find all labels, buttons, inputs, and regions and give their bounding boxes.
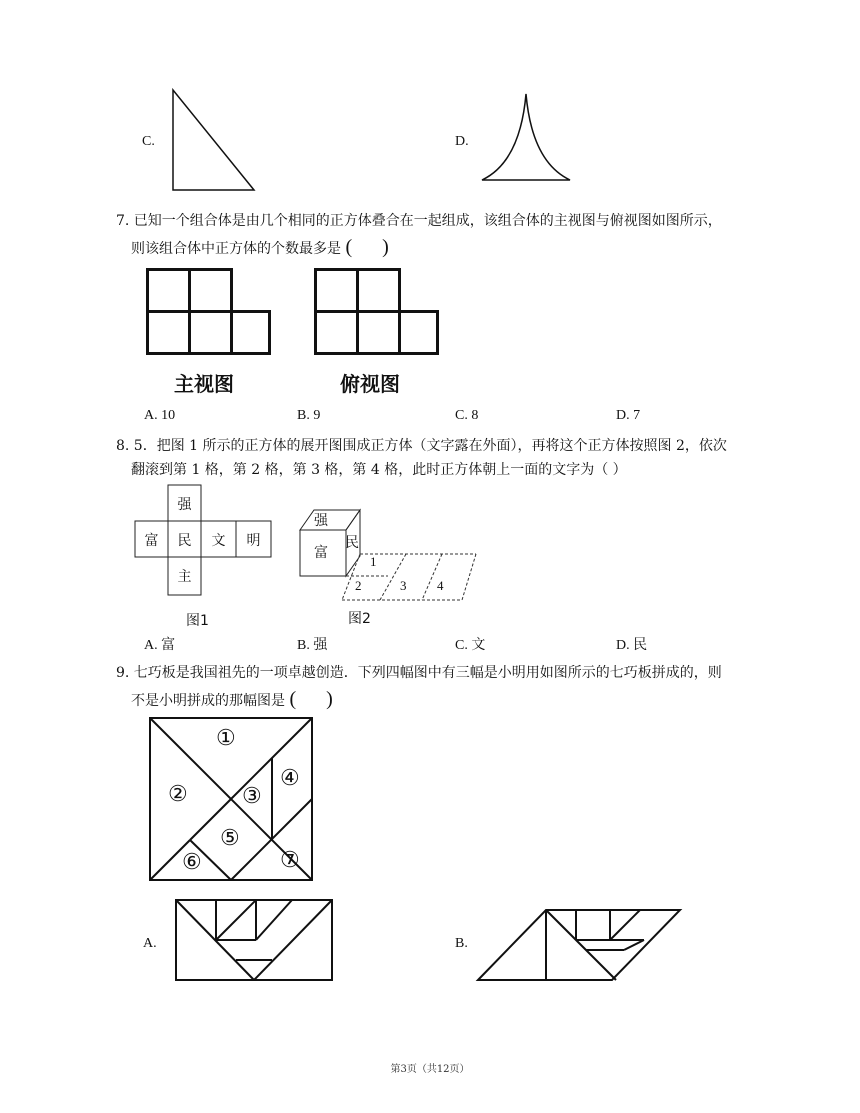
q9-answer-paren-close: ) bbox=[326, 688, 333, 710]
q8-stem-line2: 翻滚到第 1 格，第 2 格，第 3 格，第 4 格，此时正方体朝上一面的文字为（ ） bbox=[131, 462, 627, 478]
track-cell-4: 4 bbox=[437, 578, 444, 593]
curved-triangle-figure bbox=[480, 92, 572, 184]
option-a-tangram-figure[interactable] bbox=[174, 898, 334, 982]
tangram-piece-7: ⑦ bbox=[280, 848, 300, 873]
figure2-caption: 图2 bbox=[348, 611, 371, 627]
figure1-caption: 图1 bbox=[186, 613, 209, 629]
net-face-right2: 明 bbox=[246, 533, 261, 549]
page-footer: 第3页（共12页） bbox=[390, 1064, 470, 1075]
q8-option-a[interactable]: A. 富 bbox=[144, 638, 176, 653]
q9-option-b[interactable]: B. bbox=[455, 936, 468, 951]
q7-option-d[interactable]: D. 7 bbox=[616, 408, 641, 423]
q9-answer-paren-open: ( bbox=[289, 688, 297, 710]
q9-stem-line1: 9. 七巧板是我国祖先的一项卓越创造．下列四幅图中有三幅是小明用如图所示的七巧板拼成的，则 bbox=[116, 665, 722, 681]
track-cell-2: 2 bbox=[355, 578, 362, 593]
tangram-piece-5: ⑤ bbox=[220, 826, 240, 851]
option-c-label: C. bbox=[142, 134, 155, 149]
top-view-caption: 俯视图 bbox=[340, 372, 400, 396]
q7-answer-paren-open: ( bbox=[345, 236, 353, 258]
q7-option-c[interactable]: C. 8 bbox=[455, 408, 479, 423]
top-view-figure bbox=[314, 268, 440, 356]
tangram-piece-1: ① bbox=[216, 726, 236, 751]
q9-option-a[interactable]: A. bbox=[143, 936, 157, 951]
right-triangle-figure bbox=[170, 88, 260, 192]
q8-stem-line1: 8. 5．把图 1 所示的正方体的展开图围成正方体（文字露在外面），再将这个正方体按照图 2，依次 bbox=[116, 438, 727, 454]
q9-stem-line2: 不是小明拼成的那幅图是 bbox=[131, 693, 285, 709]
net-face-top: 强 bbox=[177, 497, 192, 513]
q7-answer-paren-close: ) bbox=[382, 236, 389, 258]
tangram-piece-6: ⑥ bbox=[182, 850, 202, 875]
cube-face-front: 富 bbox=[314, 545, 328, 561]
net-face-center: 民 bbox=[177, 533, 192, 549]
option-d-label: D. bbox=[455, 134, 469, 149]
net-face-right1: 文 bbox=[211, 533, 226, 549]
tangram-piece-2: ② bbox=[168, 782, 188, 807]
cube-face-side: 民 bbox=[345, 535, 359, 551]
q7-stem-line2: 则该组合体中正方体的个数最多是 bbox=[131, 241, 341, 257]
track-cell-3: 3 bbox=[400, 578, 407, 593]
q8-option-b[interactable]: B. 强 bbox=[297, 638, 328, 653]
q7-option-b[interactable]: B. 9 bbox=[297, 408, 321, 423]
q7-stem-line1: 7. 已知一个组合体是由几个相同的正方体叠合在一起组成，该组合体的主视图与俯视图如图所示， bbox=[116, 213, 722, 229]
cube-face-top: 强 bbox=[314, 513, 328, 529]
net-face-bottom: 主 bbox=[177, 569, 192, 585]
front-view-caption: 主视图 bbox=[174, 372, 234, 396]
track-cell-1: 1 bbox=[370, 554, 377, 569]
net-face-left: 富 bbox=[144, 533, 159, 549]
tangram-piece-4: ④ bbox=[280, 766, 300, 791]
option-b-tangram-figure[interactable] bbox=[476, 906, 682, 982]
q7-option-a[interactable]: A. 10 bbox=[144, 408, 176, 423]
tangram-piece-3: ③ bbox=[242, 784, 262, 809]
front-view-figure bbox=[146, 268, 272, 356]
q8-option-c[interactable]: C. 文 bbox=[455, 638, 486, 653]
q8-option-d[interactable]: D. 民 bbox=[616, 638, 648, 653]
